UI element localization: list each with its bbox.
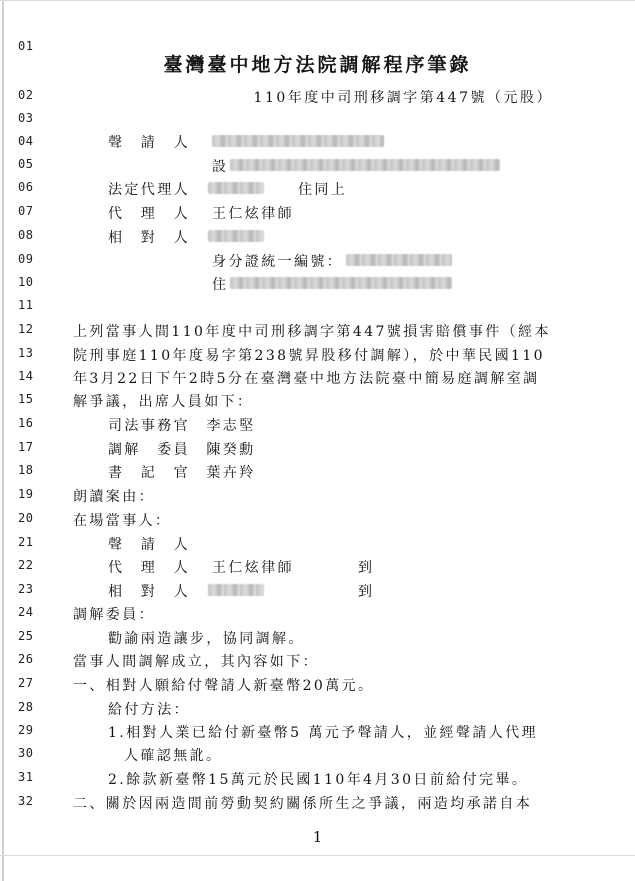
case-number: 110年度中司刑移調字第447號（元股） bbox=[253, 90, 553, 106]
id-label: 身分證統一編號： bbox=[212, 254, 344, 270]
respondent-label: 相 對 人 bbox=[108, 230, 190, 246]
payment-item-2: 2.餘款新臺幣15萬元於民國110年4月30日前給付完畢。 bbox=[108, 772, 529, 788]
line-number: 31 bbox=[18, 770, 34, 784]
line-number: 28 bbox=[18, 700, 34, 714]
attendee-mediator: 調解 委員 陳癸勳 bbox=[108, 442, 256, 458]
bottom-rule bbox=[0, 855, 635, 856]
body-line: 院刑事庭110年度易字第238號昇股移付調解），於中華民國110 bbox=[73, 348, 545, 364]
line-number: 07 bbox=[18, 204, 34, 218]
present-agent-label: 代 理 人 bbox=[108, 560, 190, 576]
redacted-residence bbox=[230, 277, 452, 289]
petitioner-label: 聲 請 人 bbox=[108, 135, 190, 151]
present-respondent-label: 相 對 人 bbox=[108, 584, 190, 600]
legal-rep-address: 住同上 bbox=[298, 182, 348, 198]
top-rule bbox=[0, 0, 635, 1]
legal-rep-label: 法定代理人 bbox=[108, 182, 190, 198]
page-number: 1 bbox=[312, 828, 323, 846]
line-number: 12 bbox=[18, 322, 34, 336]
redacted-petitioner-address bbox=[230, 159, 500, 171]
payment-item-1-cont: 人確認無訛。 bbox=[124, 748, 223, 764]
line-number: 11 bbox=[18, 298, 34, 312]
redacted-respondent-name bbox=[208, 230, 264, 242]
redacted-id-number bbox=[346, 254, 452, 266]
present-agent-name: 王仁炫律師 bbox=[212, 560, 294, 576]
line-number: 17 bbox=[18, 440, 34, 454]
attendee-clerk-officer: 司法事務官 李志堅 bbox=[108, 418, 256, 434]
line-number: 09 bbox=[18, 252, 34, 266]
present-petitioner: 聲 請 人 bbox=[108, 537, 190, 553]
agent-label: 代 理 人 bbox=[108, 206, 190, 222]
line-number: 05 bbox=[18, 157, 34, 171]
body-line: 解爭議，出席人員如下： bbox=[73, 394, 254, 410]
page-left-border bbox=[2, 0, 4, 881]
line-number: 01 bbox=[18, 39, 34, 53]
section-mediator: 調解委員： bbox=[73, 607, 155, 623]
present-respondent-status: 到 bbox=[358, 584, 375, 600]
clause-1: 一、相對人願給付聲請人新臺幣20萬元。 bbox=[73, 678, 375, 694]
line-number: 19 bbox=[18, 487, 34, 501]
line-number: 26 bbox=[18, 652, 34, 666]
line-number: 29 bbox=[18, 723, 34, 737]
present-agent-status: 到 bbox=[358, 560, 375, 576]
redacted-present-respondent bbox=[208, 584, 264, 596]
line-number: 08 bbox=[18, 228, 34, 242]
document-title: 臺灣臺中地方法院調解程序筆錄 bbox=[163, 54, 472, 76]
line-number: 22 bbox=[18, 558, 34, 572]
line-number: 20 bbox=[18, 511, 34, 525]
line-number: 25 bbox=[18, 629, 34, 643]
line-number: 03 bbox=[18, 111, 34, 125]
redacted-petitioner-name bbox=[212, 135, 384, 147]
line-number: 27 bbox=[18, 676, 34, 690]
line-number: 15 bbox=[18, 392, 34, 406]
line-number: 02 bbox=[18, 88, 34, 102]
line-number: 14 bbox=[18, 369, 34, 383]
line-number: 06 bbox=[18, 180, 34, 194]
attendee-recorder: 書 記 官 葉卉羚 bbox=[108, 465, 256, 481]
line-number: 23 bbox=[18, 582, 34, 596]
residence-label: 住 bbox=[212, 277, 229, 293]
line-number: 16 bbox=[18, 416, 34, 430]
line-number: 18 bbox=[18, 463, 34, 477]
agent-name: 王仁炫律師 bbox=[212, 206, 294, 222]
line-number: 13 bbox=[18, 346, 34, 360]
section-present-parties: 在場當事人： bbox=[73, 513, 172, 529]
clause-2: 二、關於因兩造間前勞動契約關係所生之爭議，兩造均承諾自本 bbox=[73, 796, 533, 812]
redacted-legal-rep-name bbox=[208, 182, 264, 194]
address-label: 設 bbox=[212, 159, 229, 175]
line-number: 21 bbox=[18, 535, 34, 549]
body-line: 年3月22日下午2時5分在臺灣臺中地方法院臺中簡易庭調解室調 bbox=[73, 371, 540, 387]
line-number: 04 bbox=[18, 134, 34, 148]
payment-item-1: 1.相對人業已給付新臺幣5 萬元予聲請人，並經聲請人代理 bbox=[108, 725, 538, 741]
body-line: 當事人間調解成立，其內容如下： bbox=[73, 654, 319, 670]
line-number: 30 bbox=[18, 746, 34, 760]
body-line: 勸諭兩造讓步，協同調解。 bbox=[108, 631, 305, 647]
payment-method-label: 給付方法： bbox=[108, 702, 190, 718]
line-number: 32 bbox=[18, 794, 34, 808]
body-line: 上列當事人間110年度中司刑移調字第447號損害賠償事件（經本 bbox=[73, 324, 551, 340]
line-number: 24 bbox=[18, 605, 34, 619]
section-reading: 朗讀案由： bbox=[73, 489, 155, 505]
line-number: 10 bbox=[18, 275, 34, 289]
